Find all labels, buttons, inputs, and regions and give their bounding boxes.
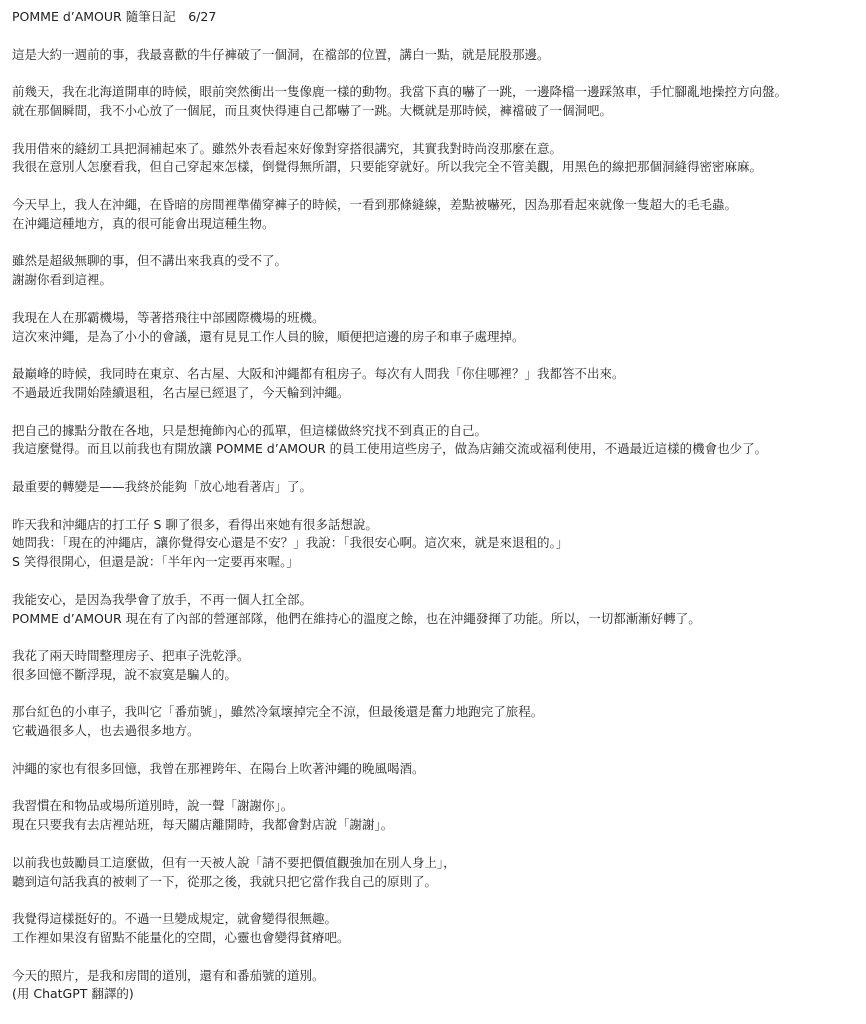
paragraph — [12, 365, 858, 403]
paragraph — [12, 910, 858, 948]
paragraph-line: 就在那個瞬間，我不小心放了一個屁，而且爽快得連自己都嚇了一跳。大概就是那時候，褲襠破了一個洞吧。 — [12, 102, 613, 118]
paragraph-line: 我很在意別人怎麼看我，但自己穿起來怎樣，倒覺得無所謂，只要能穿就好。所以我完全不管美觀，用黑色的線把那個洞縫得密密麻麻。 — [12, 159, 763, 175]
paragraph — [12, 703, 858, 741]
paragraph-line: 我用借來的縫紉工具把洞補起來了。雖然外表看起來好像對穿搭很講究，其實我對時尚沒那麼在意。 — [12, 140, 563, 156]
paragraph-line: 這次來沖繩，是為了小小的會議，還有見見工作人員的臉，順便把這邊的房子和車子處理掉。 — [12, 328, 525, 344]
paragraph-line: 前幾天，我在北海道開車的時候，眼前突然衝出一隻像鹿一樣的動物。我當下真的嚇了一跳，一邊降檔一邊踩煞車，手忙腳亂地操控方向盤。 — [12, 84, 788, 100]
paragraph-line: 那台紅色的小車子，我叫它「番茄號」，雖然冷氣壞掉完全不涼，但最後還是奮力地跑完了旅程。 — [12, 704, 544, 720]
paragraph-line: 我花了兩天時間整理房子、把車子洗乾淨。 — [12, 648, 250, 664]
paragraph-line: 謝謝你看到這裡。 — [12, 272, 113, 288]
diary-title: POMME d’AMOUR 隨筆日記 6/27 — [12, 9, 217, 24]
paragraph-line: 不過最近我開始陸續退租，名古屋已經退了，今天輪到沖繩。 — [12, 384, 350, 400]
paragraph — [12, 591, 858, 629]
paragraph-line: 她問我：「現在的沖繩店，讓你覺得安心還是不安？」我說：「我很安心啊。這次來，就是來退租的。」 — [12, 535, 569, 551]
paragraph-line: 把自己的據點分散在各地，只是想掩飾內心的孤單，但這樣做終究找不到真正的自己。 — [12, 422, 488, 438]
paragraph — [12, 797, 858, 835]
paragraph — [12, 252, 858, 290]
paragraph — [12, 516, 858, 572]
paragraph-line: 這是大約一週前的事，我最喜歡的牛仔褲破了一個洞，在襠部的位置，講白一點，就是屁股那邊。 — [12, 46, 550, 62]
paragraph-line: 在沖繩這種地方，真的很可能會出現這種生物。 — [12, 215, 275, 231]
paragraph — [12, 140, 858, 178]
paragraph-line: 以前我也鼓勵員工這麼做，但有一天被人說「請不要把價值觀強加在別人身上」， — [12, 854, 456, 870]
paragraph-line: 今天的照片，是我和房間的道別，還有和番茄號的道別。 — [12, 967, 325, 983]
paragraph-line: 今天早上，我人在沖繩，在昏暗的房間裡準備穿褲子的時候，一看到那條縫線，差點被嚇死，因為那看起來就像一隻超大的毛毛蟲。 — [12, 196, 738, 212]
paragraph — [12, 854, 858, 892]
paragraph-line: 我習慣在和物品或場所道別時，說一聲「謝謝你」。 — [12, 798, 294, 814]
paragraph-line: 最重要的轉變是——我終於能夠「放心地看著店」了。 — [12, 478, 313, 494]
paragraph-line: 工作裡如果沒有留點不能量化的空間，心靈也會變得貧瘠吧。 — [12, 930, 350, 946]
paragraph — [12, 83, 858, 121]
paragraph — [12, 422, 858, 460]
paragraph-line: 聽到這句話我真的被刺了一下，從那之後，我就只把它當作我自己的原則了。 — [12, 873, 438, 889]
paragraph — [12, 309, 858, 347]
paragraph — [12, 196, 858, 234]
paragraph-line: 很多回憶不斷浮現，說不寂寞是騙人的。 — [12, 666, 238, 682]
paragraph — [12, 967, 858, 1005]
diary-body — [12, 46, 858, 1005]
paragraph — [12, 647, 858, 685]
paragraph-line: 它載過很多人，也去過很多地方。 — [12, 723, 200, 739]
paragraph-line: S 笑得很開心，但還是說：「半年內一定要再來喔。」 — [12, 554, 299, 570]
paragraph-line: (用 ChatGPT 翻譯的) — [12, 986, 134, 1002]
diary-document — [12, 8, 858, 1023]
paragraph-line: POMME d’AMOUR 現在有了內部的營運部隊，他們在維持心的溫度之餘，也在沖繩發揮了功能。所以，一切都漸漸好轉了。 — [12, 610, 701, 626]
paragraph-line: 我現在人在那霸機場，等著搭飛往中部國際機場的班機。 — [12, 309, 325, 325]
paragraph-line: 雖然是超級無聊的事，但不講出來我真的受不了。 — [12, 253, 288, 269]
paragraph — [12, 760, 858, 779]
paragraph — [12, 478, 858, 497]
paragraph-line: 我這麼覺得。而且以前我也有開放讓 POMME d’AMOUR 的員工使用這些房子，做為店鋪交流或福利使用，不過最近這樣的機會也少了。 — [12, 441, 768, 457]
paragraph-line: 我覺得這樣挺好的。不過一旦變成規定，就會變得很無趣。 — [12, 911, 338, 927]
paragraph — [12, 46, 858, 65]
paragraph-line: 最巔峰的時候，我同時在東京、名古屋、大阪和沖繩都有租房子。每次有人問我「你住哪裡？」我都答不出來。 — [12, 366, 625, 382]
paragraph-line: 昨天我和沖繩店的打工仔 S 聊了很多，看得出來她有很多話想說。 — [12, 516, 378, 532]
paragraph-line: 沖繩的家也有很多回憶，我曾在那裡跨年、在陽台上吹著沖繩的晚風喝酒。 — [12, 760, 425, 776]
paragraph-line: 現在只要我有去店裡站班，每天關店離開時，我都會對店說「謝謝」。 — [12, 817, 394, 833]
paragraph-line: 我能安心，是因為我學會了放手，不再一個人扛全部。 — [12, 591, 313, 607]
